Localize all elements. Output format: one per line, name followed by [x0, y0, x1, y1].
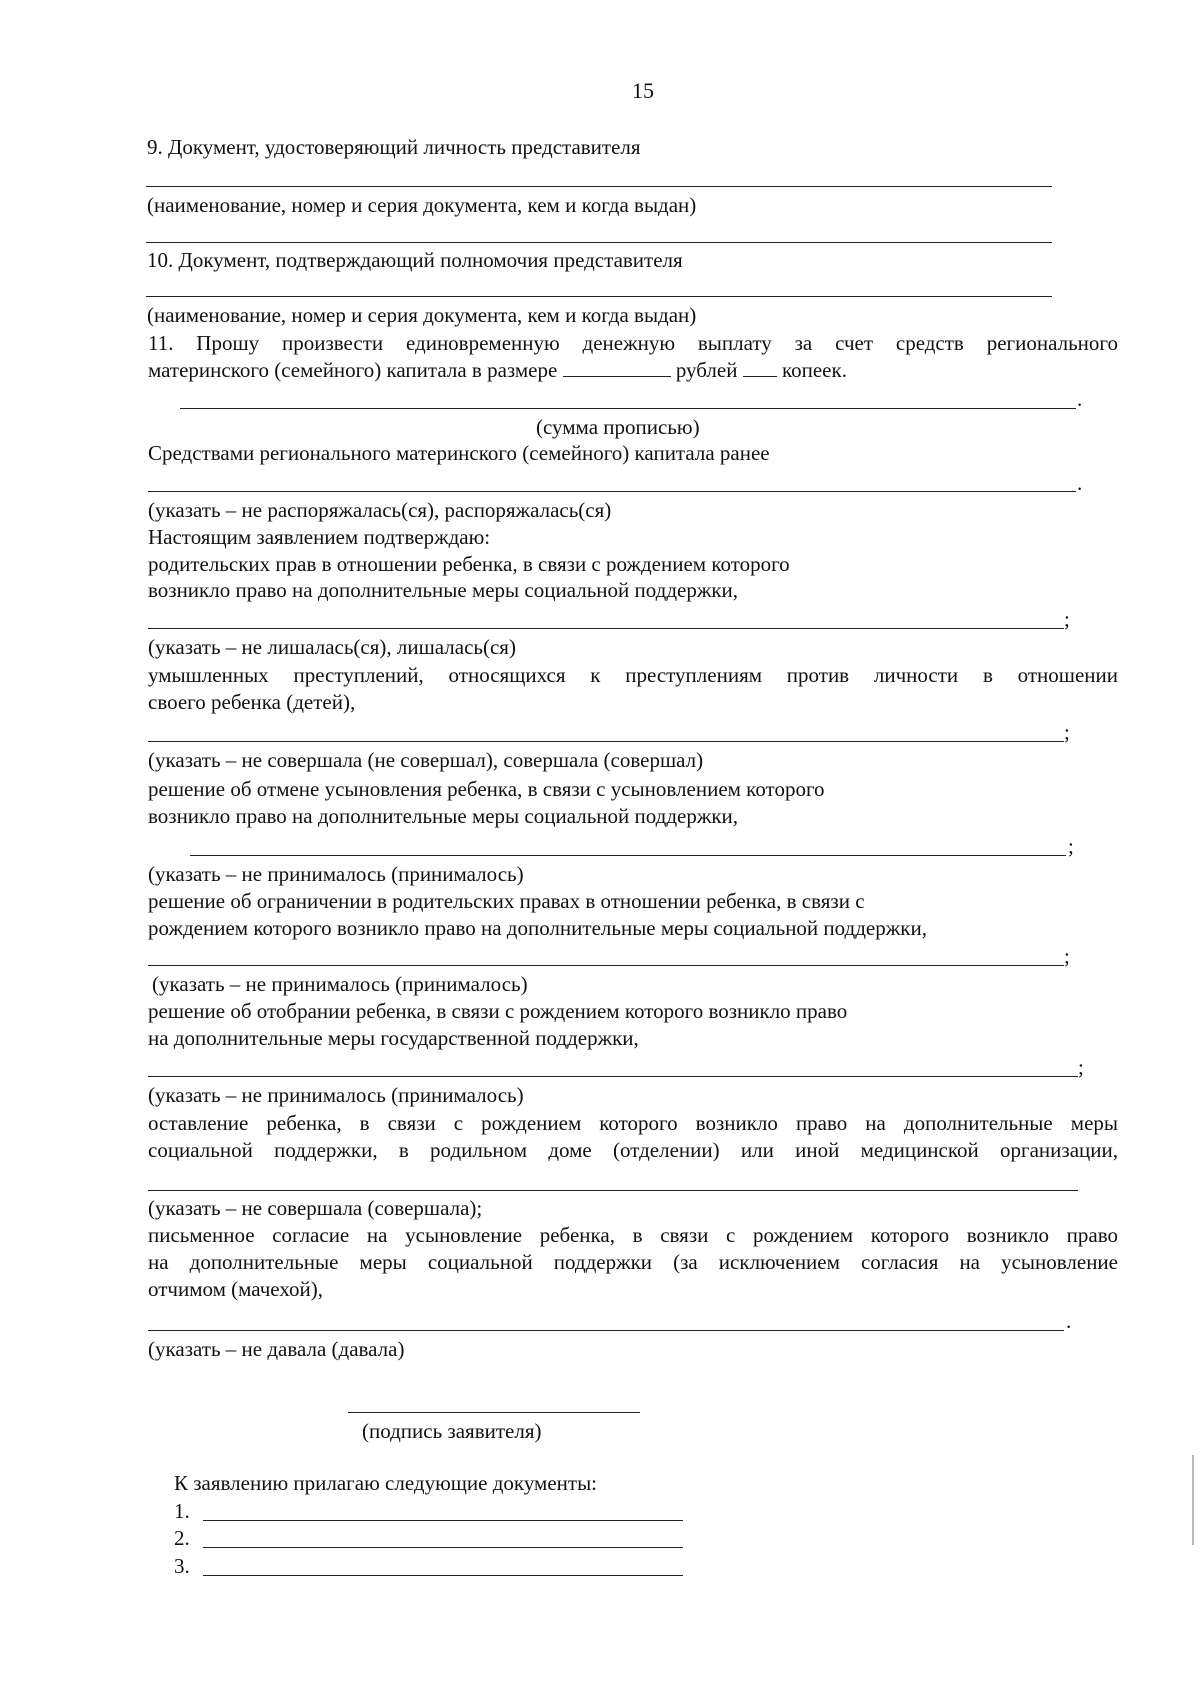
item9-hint: (наименование, номер и серия документа, кем и когда выдан) [147, 193, 697, 217]
item11-line1: 11. Прошу произвести единовременную денежную выплату за счет средств регионального [148, 331, 1118, 355]
item11-amount-label: материнского (семейного) капитала в размере [148, 358, 558, 382]
statement-line: рождением которого возникло право на дополнительные меры социальной поддержки, [148, 916, 927, 940]
statement-hint: (указать – не давала (давала) [148, 1337, 405, 1361]
line-end-semicolon: ; [1064, 607, 1070, 631]
statement-line: решение об отмене усыновления ребенка, в связи с усыновлением которого [148, 777, 825, 801]
attachment-number: 2. [174, 1526, 190, 1550]
statement-line: решение об отобрании ребенка, в связи с рождением которого возникло право [148, 999, 848, 1023]
line-end-semicolon: ; [1068, 834, 1074, 858]
line-end-dot: . [1077, 387, 1083, 411]
statement-hint: (указать – не лишалась(ся), лишалась(ся) [148, 635, 516, 659]
attachment-number: 3. [174, 1554, 190, 1578]
statement-line: социальной поддержки, в родильном доме (отделении) или иной медицинской организации, [148, 1138, 1118, 1162]
statement-fill-line[interactable] [148, 741, 1064, 742]
statement-fill-line[interactable] [148, 1076, 1078, 1077]
page-number: 15 [632, 78, 654, 103]
line-end-dot: . [1066, 1309, 1072, 1333]
statement-hint: (указать – не совершала (не совершал), совершала (совершал) [148, 748, 704, 772]
statement-line: на дополнительные меры социальной поддержки (за исключением согласия на усыновление [148, 1250, 1118, 1274]
line-end-dot: . [1077, 471, 1083, 495]
kopecks-label: копеек. [781, 358, 847, 382]
attachment-line[interactable] [203, 1520, 683, 1521]
statement-line: своего ребенка (детей), [148, 690, 356, 714]
statement-hint: (указать – не принималось (принималось) [148, 862, 524, 886]
item10-hint: (наименование, номер и серия документа, кем и когда выдан) [147, 303, 697, 327]
statement-line: возникло право на дополнительные меры социальной поддержки, [148, 804, 739, 828]
line-end-semicolon: ; [1064, 944, 1070, 968]
item9-label: 9. Документ, удостоверяющий личность представителя [147, 135, 641, 159]
confirm-heading: Настоящим заявлением подтверждаю: [148, 525, 491, 549]
statement-hint: (указать – не принималось (принималось) [148, 1083, 524, 1107]
statement-line: решение об ограничении в родительских правах в отношении ребенка, в связи с [148, 889, 865, 913]
signature-line[interactable] [348, 1412, 640, 1413]
sum-in-words-hint: (сумма прописью) [536, 415, 700, 439]
line-end-semicolon: ; [1078, 1055, 1084, 1079]
prior-use-text: Средствами регионального материнского (семейного) капитала ранее [148, 441, 770, 465]
rubles-blank[interactable] [563, 358, 671, 377]
statement-fill-line[interactable] [148, 1330, 1064, 1331]
statement-line: родительских прав в отношении ребенка, в связи с рождением которого [148, 552, 790, 576]
attachment-line[interactable] [203, 1575, 683, 1576]
item9-fill-line[interactable] [146, 186, 1052, 187]
statement-line: оставление ребенка, в связи с рождением которого возникло право на дополнительные меры [148, 1111, 1118, 1135]
statement-line: письменное согласие на усыновление ребенка, в связи с рождением которого возникло право [148, 1223, 1118, 1247]
item9-fill-line-2[interactable] [146, 242, 1052, 243]
scan-edge-mark [1192, 1455, 1194, 1545]
statement-fill-line[interactable] [148, 628, 1064, 629]
statement-fill-line[interactable] [148, 1190, 1078, 1191]
attachment-number: 1. [174, 1499, 190, 1523]
statement-line: возникло право на дополнительные меры социальной поддержки, [148, 578, 739, 602]
prior-use-hint: (указать – не распоряжалась(ся), распоряжалась(ся) [148, 498, 612, 522]
statement-line: на дополнительные меры государственной поддержки, [148, 1026, 639, 1050]
statement-fill-line[interactable] [148, 965, 1064, 966]
statement-line: отчимом (мачехой), [148, 1277, 324, 1301]
kopecks-blank[interactable] [743, 358, 777, 377]
rubles-label: рублей [675, 358, 738, 382]
sum-in-words-line[interactable] [180, 408, 1076, 409]
item10-label: 10. Документ, подтверждающий полномочия представителя [147, 248, 683, 272]
item10-fill-line[interactable] [146, 296, 1052, 297]
line-end-semicolon: ; [1064, 720, 1070, 744]
statement-fill-line[interactable] [190, 855, 1066, 856]
statement-line: умышленных преступлений, относящихся к преступлениям против личности в отношении [148, 663, 1118, 687]
statement-hint: (указать – не совершала (совершала); [148, 1196, 483, 1220]
prior-use-line[interactable] [148, 491, 1076, 492]
statement-hint: (указать – не принималось (принималось) [152, 972, 528, 996]
item11-line2 [148, 357, 847, 383]
attachment-line[interactable] [203, 1547, 683, 1548]
attachments-heading: К заявлению прилагаю следующие документы: [174, 1471, 598, 1495]
signature-hint: (подпись заявителя) [362, 1419, 542, 1443]
